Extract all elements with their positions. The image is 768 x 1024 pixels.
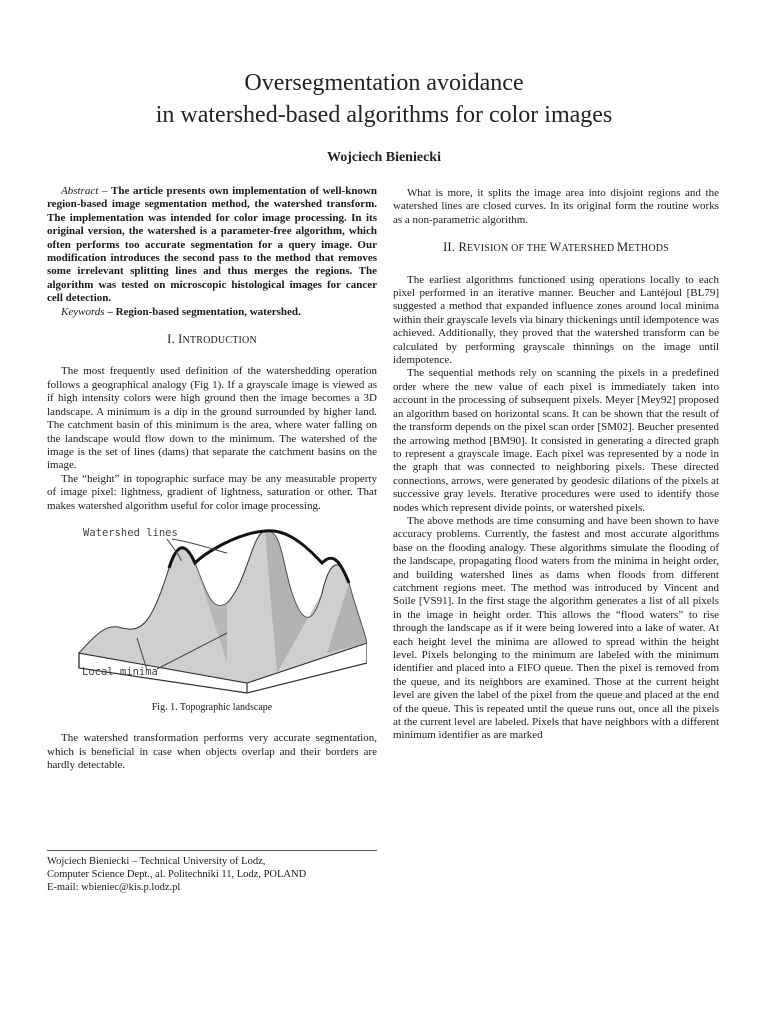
right-paragraph-0: What is more, it splits the image area into disjoint regions and the watershed lines are closed curves. In its original form the routine works as a non-parametric algorithm. <box>393 187 719 226</box>
revision-paragraph-3: The above methods are time consuming and have been shown to have accuracy problems. Currently, the fastest and most accurate algorithms base on the flooding analogy. These algorithms simulate the flooding of the landscape, propagating flood waters from the minima in height order, and building watershed lines as dams when floods from different catchment regions meet. The method was introduced by Vincent and Soile [VS91]. In the first stage the algorithm generates a list of all pixels in the image in height order. This allows the “flood waters” to rise through the landscape as if it were being lowered into a lake of water. At each height level the minima are allowed to spread within the height level. Pixels belonging to the minimum are labeled with the minimum identifier and placed into a FIFO queue. Then the pixel is removed from the queue, and its neighbors are examined. Those at the current height level are given the label of the pixel from the queue and placed at the end of the queue. This is repeated until the queue runs out, once all the pixels at the current level are labeled. Pixels that have neighbors with a different minimum identifier as are marked <box>393 514 719 742</box>
keywords-text: – Region-based segmentation, watershed. <box>104 305 301 318</box>
footnote-line-1: Wojciech Bieniecki – Technical University of Lodz, <box>47 856 266 867</box>
intro-paragraph-2: The “height” in topographic surface may be any measurable property of image pixel: lightness, gradient of lightness, saturation or other. That makes watershed algorithm useful for color image processing. <box>47 472 377 512</box>
intro-paragraph-3: The watershed transformation performs very accurate segmentation, which is beneficial in case when objects overlap and their borders are hardly detectable. <box>47 732 377 772</box>
title-line-1: Oversegmentation avoidance <box>244 70 524 96</box>
left-column <box>47 185 377 773</box>
paper-title <box>0 67 768 131</box>
revision-paragraph-2: The sequential methods rely on scanning the pixels in a predefined order where the new value of each pixel is immediately taken into account in the processing of subsequent pixels. Meyer [Mey92] proposed an algorithm based on horizontal scans. It can be shown that the result of the transform depends on the pixel scan order [SM02]. Beucher presented the arrowing method [BM90]. It consisted in generating a directed graph to represent a grayscale image. Each pixel was represented by a node in the graph that was connected to neighboring pixels. These directed connections, arrows, were generated by geodesic dilations of the pixels at successive gray levels. Iterative procedures were used to identify those nodes which represent divide points, or watershed pixels. <box>393 367 719 514</box>
keywords <box>47 306 377 319</box>
section-heading-introduction: I. INTRODUCTION <box>167 332 257 347</box>
title-line-2: in watershed-based algorithms for color images <box>155 102 613 128</box>
section-heading-revision: II. REVISION OF THE WATERSHED METHODS <box>443 240 669 255</box>
abstract: Abstract – The article presents own implementation of well-known region-based image segmentation method, the watershed transform. The implementation was intended for color image processing. In its original version, the watershed is a parameter-free algorithm, which often performs too accurate segmentation for a query image. Our modification introduces the second pass to the method that removes some irrelevant splitting lines and thus merges the regions. The algorithm was tested on microscopic histological images for cancer cell detection. <box>47 185 377 305</box>
keywords-lead: Keywords <box>61 305 105 318</box>
revision-paragraph-1: The earliest algorithms functioned using operations locally to each pixel performed in an iterative manner. Beucher and Lantéjoul [BL79] suggested a method that expanded influence zones around local minima within their grayscale levels via binary thickenings until idempotence was achieved. Additionally, they proved that the watershed transform can be calculated by performing grayscale thinnings on the image until idempotence. <box>393 273 719 367</box>
footnote-email: E-mail: wbieniec@kis.p.lodz.pl <box>47 882 181 893</box>
author-affiliation-footnote <box>47 850 377 894</box>
figure-caption: Fig. 1. Topographic landscape <box>151 701 273 713</box>
label-watershed-lines: Watershed lines <box>83 526 178 539</box>
footnote-line-2: Computer Science Dept., al. Politechniki 11, Lodz, POLAND <box>47 869 307 880</box>
abstract-text: The article presents own implementation of well-known region-based image segmentation method, the watershed transform. The implementation was intended for color image processing. In its original version, the watershed is a parameter-free algorithm, which often performs too accurate segmentation for a query image. Our modification introduces the second pass to the method that removes some irrelevant splitting lines and thus merges the regions. The algorithm was tested on microscopic histological images for cancer cell detection. <box>47 185 377 305</box>
intro-paragraph-1: The most frequently used definition of the watershedding operation follows a geographical analogy (Fig 1). If a grayscale image is viewed as if high intensity colors were high ground then the image becomes a 3D landscape. A minimum is a dip in the ground surrounded by higher land. The catchment basin of this minimum is the area, where water falling on the landscape would flow down to the minimum. The watershed of the image is the set of lines (dams) that separate the catchment basins on the image. <box>47 365 377 472</box>
abstract-lead: Abstract <box>61 185 99 197</box>
author-name: Wojciech Bieniecki <box>327 150 441 165</box>
figure-topographic-landscape <box>47 523 377 695</box>
topographic-landscape-illustration <box>77 523 367 695</box>
right-column <box>393 187 719 743</box>
label-local-minima: Local minima <box>82 665 158 678</box>
